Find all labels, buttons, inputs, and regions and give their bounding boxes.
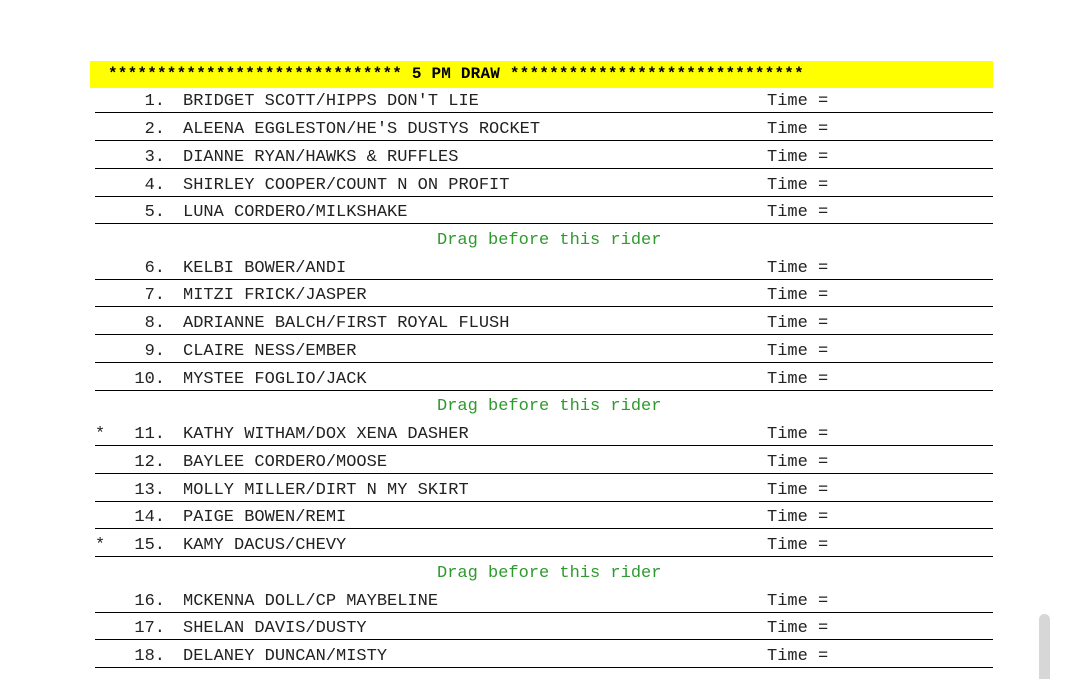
rider-horse: SHIRLEY COOPER/COUNT N ON PROFIT [183,176,510,195]
row-number: 1. [144,92,165,111]
table-row [95,370,993,391]
rider-horse: DIANNE RYAN/HAWKS & RUFFLES [183,148,459,167]
row-number: 5. [144,203,165,222]
table-row [95,481,993,502]
rider-horse: BAYLEE CORDERO/MOOSE [183,453,388,472]
time-field: Time = [767,619,829,638]
time-field: Time = [767,259,829,278]
table-row [95,203,993,224]
time-field: Time = [767,203,829,222]
draw-header-bar [90,61,993,88]
rider-horse: ADRIANNE BALCH/FIRST ROYAL FLUSH [183,314,510,333]
table-row [95,120,993,141]
row-number: 16. [134,592,165,611]
rider-horse: MOLLY MILLER/DIRT N MY SKIRT [183,481,469,500]
table-row [95,453,993,474]
row-number: 9. [144,342,165,361]
drag-notice: Drag before this rider [437,397,662,416]
rider-horse: MITZI FRICK/JASPER [183,286,367,305]
row-number: 15. [134,536,165,555]
drag-notice: Drag before this rider [437,564,662,583]
time-field: Time = [767,286,829,305]
row-marker: * [95,425,106,444]
time-field: Time = [767,92,829,111]
rider-horse: SHELAN DAVIS/DUSTY [183,619,367,638]
rider-horse: KATHY WITHAM/DOX XENA DASHER [183,425,469,444]
row-number: 18. [134,647,165,666]
time-field: Time = [767,508,829,527]
row-number: 12. [134,453,165,472]
table-row [95,176,993,197]
table-row [95,92,993,113]
table-row [95,592,993,613]
rider-horse: BRIDGET SCOTT/HIPPS DON'T LIE [183,92,479,111]
table-row [95,425,993,446]
row-marker: * [95,536,106,555]
rider-horse: LUNA CORDERO/MILKSHAKE [183,203,408,222]
rider-horse: MCKENNA DOLL/CP MAYBELINE [183,592,439,611]
rider-horse: KELBI BOWER/ANDI [183,259,347,278]
time-field: Time = [767,481,829,500]
table-row [95,647,993,668]
row-number: 7. [144,286,165,305]
table-row [95,314,993,335]
time-field: Time = [767,176,829,195]
table-row [95,286,993,307]
row-number: 10. [134,370,165,389]
row-number: 17. [134,619,165,638]
table-row [95,536,993,557]
drag-notice: Drag before this rider [437,231,662,250]
time-field: Time = [767,647,829,666]
time-field: Time = [767,342,829,361]
row-number: 8. [144,314,165,333]
rider-horse: MYSTEE FOGLIO/JACK [183,370,367,389]
table-row [95,148,993,169]
time-field: Time = [767,120,829,139]
row-number: 14. [134,508,165,527]
rider-horse: KAMY DACUS/CHEVY [183,536,347,555]
table-row [95,259,993,280]
row-number: 4. [144,176,165,195]
row-number: 3. [144,148,165,167]
rider-horse: ALEENA EGGLESTON/HE'S DUSTYS ROCKET [183,120,541,139]
row-number: 2. [144,120,165,139]
draw-header-title: ****************************** 5 PM DRAW ****************************** [108,65,804,83]
vertical-scrollbar[interactable] [1039,614,1050,679]
time-field: Time = [767,425,829,444]
table-row [95,619,993,640]
row-number: 13. [134,481,165,500]
time-field: Time = [767,314,829,333]
rider-horse: PAIGE BOWEN/REMI [183,508,347,527]
time-field: Time = [767,592,829,611]
row-number: 6. [144,259,165,278]
time-field: Time = [767,453,829,472]
table-row [95,342,993,363]
time-field: Time = [767,370,829,389]
rider-horse: CLAIRE NESS/EMBER [183,342,357,361]
time-field: Time = [767,148,829,167]
time-field: Time = [767,536,829,555]
rider-horse: DELANEY DUNCAN/MISTY [183,647,388,666]
table-row [95,508,993,529]
row-number: 11. [134,425,165,444]
